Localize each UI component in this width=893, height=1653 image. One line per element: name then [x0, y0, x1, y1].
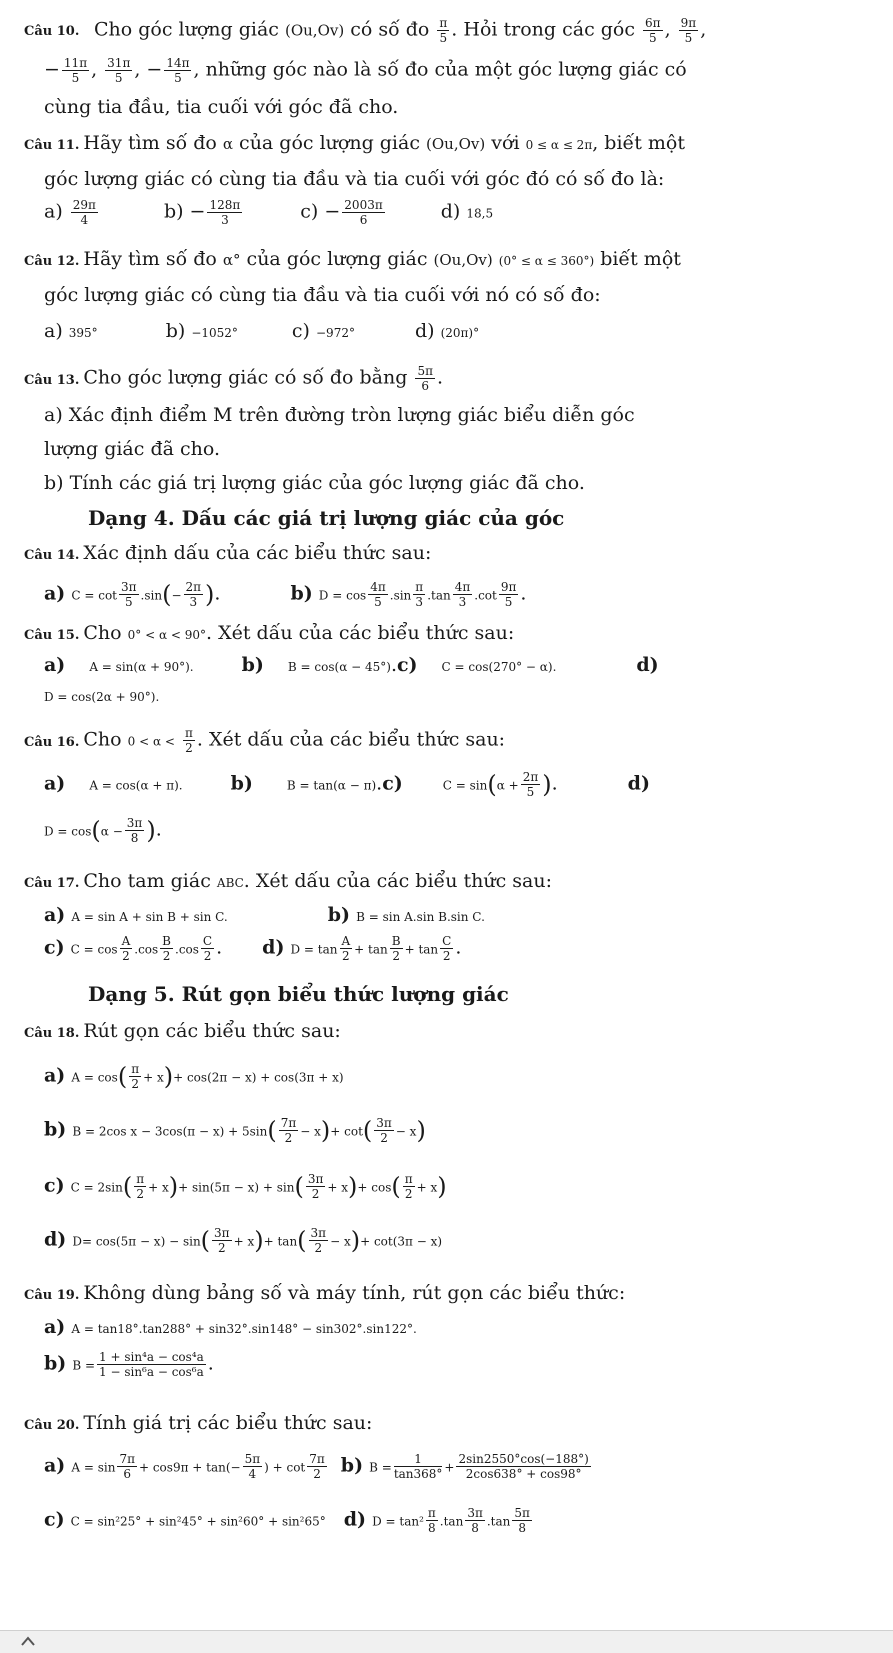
q15-options: a) A = sin(α + 90°). b) B = cos(α − 45°).c) C = cos(270° − α). d) — [44, 654, 659, 676]
q18-b: b) B = 2cos x − 3cos(π − x) + 5sin( $\frac{7\pi}{2}$ − x)+ cot( $\frac{3\pi}{2}$ − x) — [44, 1116, 426, 1145]
q20-cd: c) C = sin²25° + sin²45° + sin²60° + sin²65° d) D = tan² $\frac{\pi}{8}$ .tan $\frac{3\pi}{8}$ .tan $\frac{5\pi}{8}$ — [44, 1506, 530, 1535]
q10-line2: − $\frac{11\pi}{5}$ , $\frac{31\pi}{5}$ , − $\frac{14\pi}{5}$ , những góc nào là số đo của một góc lượng giác có — [44, 56, 687, 85]
q10-label: Câu 10. — [24, 24, 80, 39]
q13-line4: b) Tính các giá trị lượng giác của góc lượng giác đã cho. — [44, 472, 585, 494]
q17-ab: a) A = sin A + sin B + sin C. b) B = sin A.sin B.sin C. — [44, 904, 485, 926]
q17-label: Câu 17. — [24, 876, 80, 891]
q19-a: a) A = tan18°.tan288° + sin32°.sin148° − sin302°.sin122°. — [44, 1316, 417, 1338]
q12-options: a) 395° b) −1052° c) −972° d) (20π)° — [44, 320, 480, 342]
q18-a: a) A = cos( $\frac{\pi}{2}$ + x)+ cos(2π − x) + cos(3π + x) — [44, 1062, 344, 1091]
q19-label: Câu 19. — [24, 1288, 80, 1303]
section-heading-dang4: Dạng 4. Dấu các giá trị lượng giác của góc — [88, 506, 565, 530]
q16-d: D = cos(α − $\frac{3\pi}{8}$ ). — [44, 816, 162, 845]
q20-line1: Câu 20. Tính giá trị các biểu thức sau: — [24, 1412, 373, 1434]
q16-options: a) A = cos(α + π). b) B = tan(α − π).c) C = sin(α + $\frac{2\pi}{5}$ ). d) — [44, 770, 650, 799]
bottom-toolbar — [0, 1630, 893, 1653]
q20-label: Câu 20. — [24, 1418, 80, 1433]
q16-line1: Câu 16. Cho 0 < α < $\frac{\pi}{2}$ . Xét dấu của các biểu thức sau: — [24, 726, 506, 755]
q19-b: b) B = $\frac{\text{1 + sin⁴a − cos⁴a}}{\text{1 − sin⁶a − cos⁶a}}$ . — [44, 1350, 214, 1379]
q12-label: Câu 12. — [24, 254, 80, 269]
q12-line1: Câu 12. Hãy tìm số đo α° của góc lượng giác (Ou,Ov) (0° ≤ α ≤ 360°) biết một — [24, 248, 681, 270]
q14-line1: Câu 14. Xác định dấu của các biểu thức sau: — [24, 542, 432, 564]
q18-c: c) C = 2sin( $\frac{\pi}{2}$ + x)+ sin(5π − x) + sin( $\frac{3\pi}{2}$ + x)+ cos( $\frac{\pi}{2}$ + x) — [44, 1172, 447, 1201]
q10-line1-render: Cho góc lượng giác (Ou,Ov) có số đo $\frac{\pi}{5}$ . Hỏi trong các góc $\frac{6\pi}{5}$ , $\frac{9\pi}{5}$ , — [94, 16, 707, 45]
q14-options: a) C = cot $\frac{3\pi}{5}$ .sin(− $\frac{2\pi}{3}$ ). b) D = cos $\frac{4\pi}{5}$ .sin $\frac{\pi}{3}$ .tan $\frac{4\pi}{3}$ .cot $\frac{9\pi}{5}$ . — [44, 580, 527, 609]
q15-d: D = cos(2α + 90°). — [44, 690, 160, 704]
q18-line1: Câu 18. Rút gọn các biểu thức sau: — [24, 1020, 341, 1042]
q10-line3: cùng tia đầu, tia cuối với góc đã cho. — [44, 96, 399, 118]
q11-label: Câu 11. — [24, 138, 80, 153]
q19-line1: Câu 19. Không dùng bảng số và máy tính, rút gọn các biểu thức: — [24, 1282, 626, 1304]
chevron-up-icon[interactable] — [20, 1635, 36, 1647]
q11-line2: góc lượng giác có cùng tia đầu và tia cuối với góc đó có số đo là: — [44, 168, 665, 190]
q12-line2: góc lượng giác có cùng tia đầu và tia cuối với nó có số đo: — [44, 284, 601, 306]
q13-line2: a) Xác định điểm M trên đường tròn lượng giác biểu diễn góc — [44, 404, 635, 426]
q18-label: Câu 18. — [24, 1026, 80, 1041]
q11-options: a) $\frac{29\pi}{4}$ b) − $\frac{128\pi}{3}$ c) − $\frac{2003\pi}{6}$ d) 18,5 — [44, 198, 494, 227]
q17-line1: Câu 17. Cho tam giác ABC. Xét dấu của các biểu thức sau: — [24, 870, 553, 892]
q15-label: Câu 15. — [24, 628, 80, 643]
q20-ab: a) A = sin $\frac{7\pi}{6}$ + cos9π + tan(− $\frac{5\pi}{4}$ ) + cot $\frac{7\pi}{2}$ b) B = $\frac{1}{\tan 368^\circ}$ + $\frac{2\sin 2550^\circ\cos(-188^\circ)}{2\cos 638^\circ + \cos 98^\circ}$ — [44, 1452, 589, 1481]
q13-label: Câu 13. — [24, 372, 80, 388]
q16-label: Câu 16. — [24, 734, 80, 750]
q14-label: Câu 14. — [24, 548, 80, 563]
q18-d: d) D= cos(5π − x) − sin( $\frac{3\pi}{2}$ + x)+ tan( $\frac{3\pi}{2}$ − x)+ cot(3π − x) — [44, 1226, 443, 1255]
q11-line1: Câu 11. Hãy tìm số đo α của góc lượng giác (Ou,Ov) với 0 ≤ α ≤ 2π, biết một — [24, 132, 685, 154]
q10-line1 — [24, 16, 89, 48]
q15-line1: Câu 15. Cho 0° < α < 90°. Xét dấu của các biểu thức sau: — [24, 622, 515, 644]
q17-cd: c) C = cos $\frac{A}{2}$ .cos $\frac{B}{2}$ .cos $\frac{C}{2}$ . d) D = tan $\frac{A}{2}$ + tan $\frac{B}{2}$ + tan $\frac{C}{2}$ . — [44, 934, 462, 963]
q13-line1: Câu 13. Cho góc lượng giác có số đo bằng $\frac{5\pi}{6}$ . — [24, 364, 444, 393]
section-heading-dang5: Dạng 5. Rút gọn biểu thức lượng giác — [88, 982, 509, 1006]
q13-line3: lượng giác đã cho. — [44, 438, 220, 460]
